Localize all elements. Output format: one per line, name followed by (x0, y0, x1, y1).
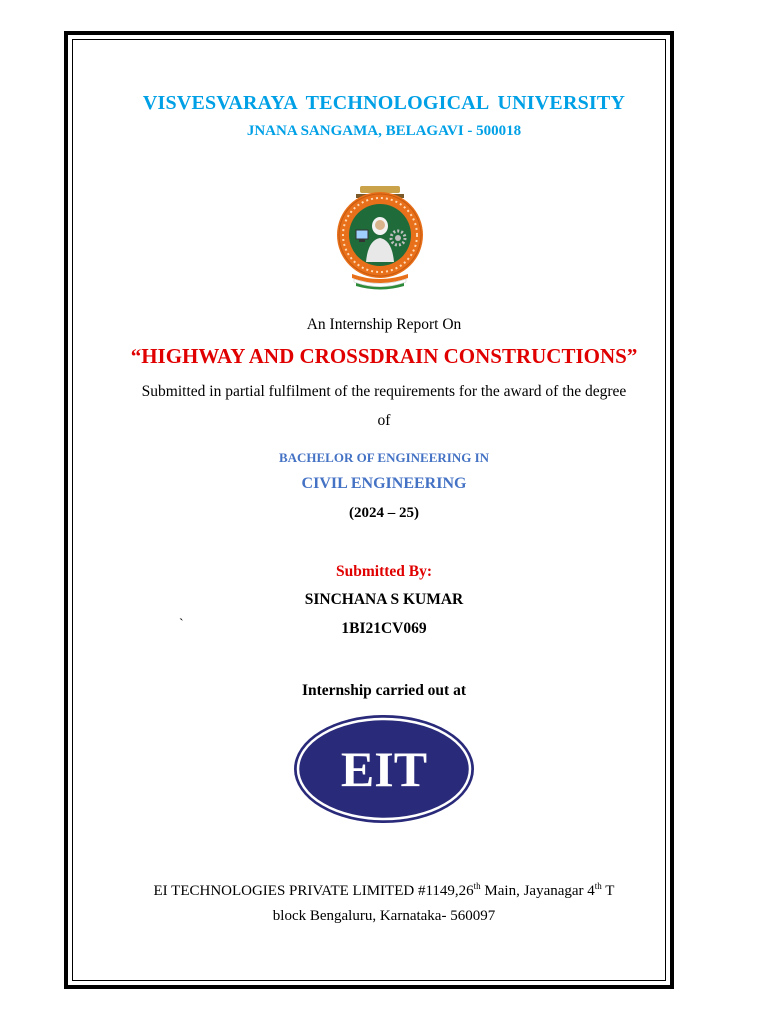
student-name: SINCHANA S KUMAR (304, 591, 464, 608)
internship-label: Internship carried out at (301, 682, 467, 699)
eit-logo-text: EIT (340, 741, 428, 797)
of-text: of (377, 412, 391, 429)
submitted-by-label: Submitted By: (335, 563, 433, 580)
company-line1-part1: EI TECHNOLOGIES PRIVATE LIMITED #1149,26 (153, 883, 474, 899)
project-title: “HIGHWAY AND CROSSDRAIN CONSTRUCTIONS” (130, 344, 638, 368)
ordinal-suffix: th (594, 881, 602, 891)
report-intro: An Internship Report On (306, 316, 462, 333)
company-line1-part3: T (601, 883, 615, 899)
eit-logo-icon (292, 713, 476, 825)
vtu-logo (330, 180, 430, 290)
academic-year: (2024 – 25) (349, 505, 419, 521)
submission-statement: Submitted in partial fulfilment of the requirements for the award of the degree (141, 383, 627, 400)
vtu-emblem-icon (330, 180, 430, 290)
eit-logo (292, 713, 476, 825)
company-address-line2: block Bengaluru, Karnataka- 560097 (272, 908, 496, 924)
student-usn: 1BI21CV069 (341, 620, 427, 637)
degree-name: BACHELOR OF ENGINEERING IN (278, 450, 490, 465)
company-address-line1 (0, 881, 768, 900)
company-line1-part2: Main, Jayanagar 4 (480, 883, 595, 899)
ordinal-suffix: th (473, 881, 481, 891)
university-address: JNANA SANGAMA, BELAGAVI - 500018 (246, 123, 522, 139)
university-name: VISVESVARAYA TECHNOLOGICAL UNIVERSITY (142, 92, 626, 114)
stray-backtick: ` (179, 617, 184, 632)
branch-name: CIVIL ENGINEERING (301, 475, 467, 492)
